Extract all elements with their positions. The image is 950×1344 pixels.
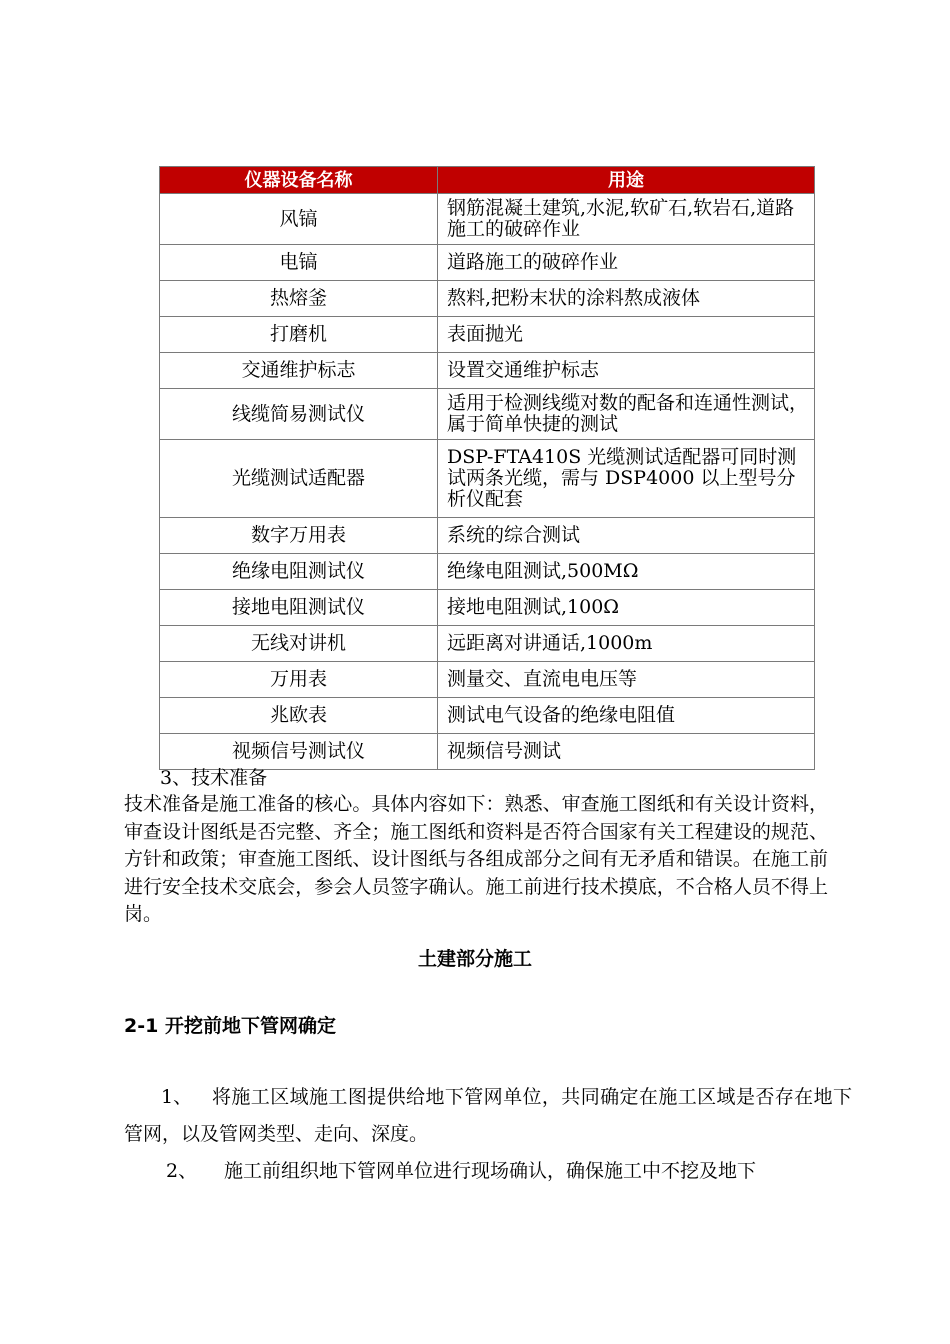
equipment-name: 数字万用表 xyxy=(160,518,438,554)
equipment-name: 兆欧表 xyxy=(160,698,438,734)
table-row xyxy=(160,281,815,317)
equipment-use: 系统的综合测试 xyxy=(438,518,815,554)
equipment-name: 接地电阻测试仪 xyxy=(160,590,438,626)
table-row xyxy=(160,194,815,245)
list-item-number: 2、 xyxy=(166,1160,198,1182)
table-row xyxy=(160,353,815,389)
equipment-name: 光缆测试适配器 xyxy=(160,440,438,518)
equipment-use: 远距离对讲通话,1000m xyxy=(438,626,815,662)
table-row xyxy=(160,734,815,770)
table-row xyxy=(160,518,815,554)
equipment-use: 设置交通维护标志 xyxy=(438,353,815,389)
equipment-use: 适用于检测线缆对数的配备和连通性测试，属于简单快捷的测试 xyxy=(438,389,815,440)
table-row xyxy=(160,317,815,353)
list-item-number: 1、 xyxy=(161,1086,193,1108)
equipment-use: 视频信号测试 xyxy=(438,734,815,770)
equipment-use: 接地电阻测试,100Ω xyxy=(438,590,815,626)
equipment-name: 万用表 xyxy=(160,662,438,698)
header-equipment-name: 仪器设备名称 xyxy=(160,167,438,194)
list-item-text: 将施工区域施工图提供给地下管网单位，共同确定在施工区域是否存在地下管网，以及管网类型、走向、深度。 xyxy=(124,1086,852,1145)
table-header-row xyxy=(160,167,815,194)
table-row xyxy=(160,440,815,518)
equipment-name: 线缆简易测试仪 xyxy=(160,389,438,440)
equipment-name: 打磨机 xyxy=(160,317,438,353)
table-row xyxy=(160,389,815,440)
header-usage: 用途 xyxy=(438,167,815,194)
equipment-use: 测试电气设备的绝缘电阻值 xyxy=(438,698,815,734)
table-row xyxy=(160,554,815,590)
equipment-use: DSP-FTA410S 光缆测试适配器可同时测试两条光缆，需与 DSP4000 以上型号分析仪配套 xyxy=(438,440,815,518)
equipment-use: 表面抛光 xyxy=(438,317,815,353)
subsection-title: 2-1 开挖前地下管网确定 xyxy=(124,1015,336,1037)
equipment-name: 绝缘电阻测试仪 xyxy=(160,554,438,590)
equipment-name: 交通维护标志 xyxy=(160,353,438,389)
equipment-use: 绝缘电阻测试,500MΩ xyxy=(438,554,815,590)
equipment-use: 道路施工的破碎作业 xyxy=(438,245,815,281)
equipment-name: 热熔釜 xyxy=(160,281,438,317)
table-row xyxy=(160,662,815,698)
table-row xyxy=(160,245,815,281)
tech-prep-paragraph: 技术准备是施工准备的核心。具体内容如下：熟悉、审查施工图纸和有关设计资料，审查设计图纸是否完整、齐全；施工图纸和资料是否符合国家有关工程建设的规范、方针和政策；审查施工图纸、设计图纸与各组成部分之间有无矛盾和错误。在施工前进行安全技术交底会，参会人员签字确认。施工前进行技术摸底，不合格人员不得上岗。 xyxy=(124,793,828,925)
equipment-table xyxy=(159,166,815,770)
list-item-text: 施工前组织地下管网单位进行现场确认，确保施工中不挖及地下 xyxy=(224,1160,757,1182)
equipment-name: 视频信号测试仪 xyxy=(160,734,438,770)
table-row xyxy=(160,698,815,734)
equipment-use: 熬料,把粉末状的涂料熬成液体 xyxy=(438,281,815,317)
table-row xyxy=(160,626,815,662)
equipment-name: 电镐 xyxy=(160,245,438,281)
equipment-name: 无线对讲机 xyxy=(160,626,438,662)
equipment-use: 测量交、直流电电压等 xyxy=(438,662,815,698)
table-row xyxy=(160,590,815,626)
equipment-name: 风镐 xyxy=(160,194,438,245)
section-title: 土建部分施工 xyxy=(417,948,532,970)
tech-prep-heading: 3、技术准备 xyxy=(160,767,268,789)
equipment-use: 钢筋混凝土建筑,水泥,软矿石,软岩石,道路施工的破碎作业 xyxy=(438,194,815,245)
